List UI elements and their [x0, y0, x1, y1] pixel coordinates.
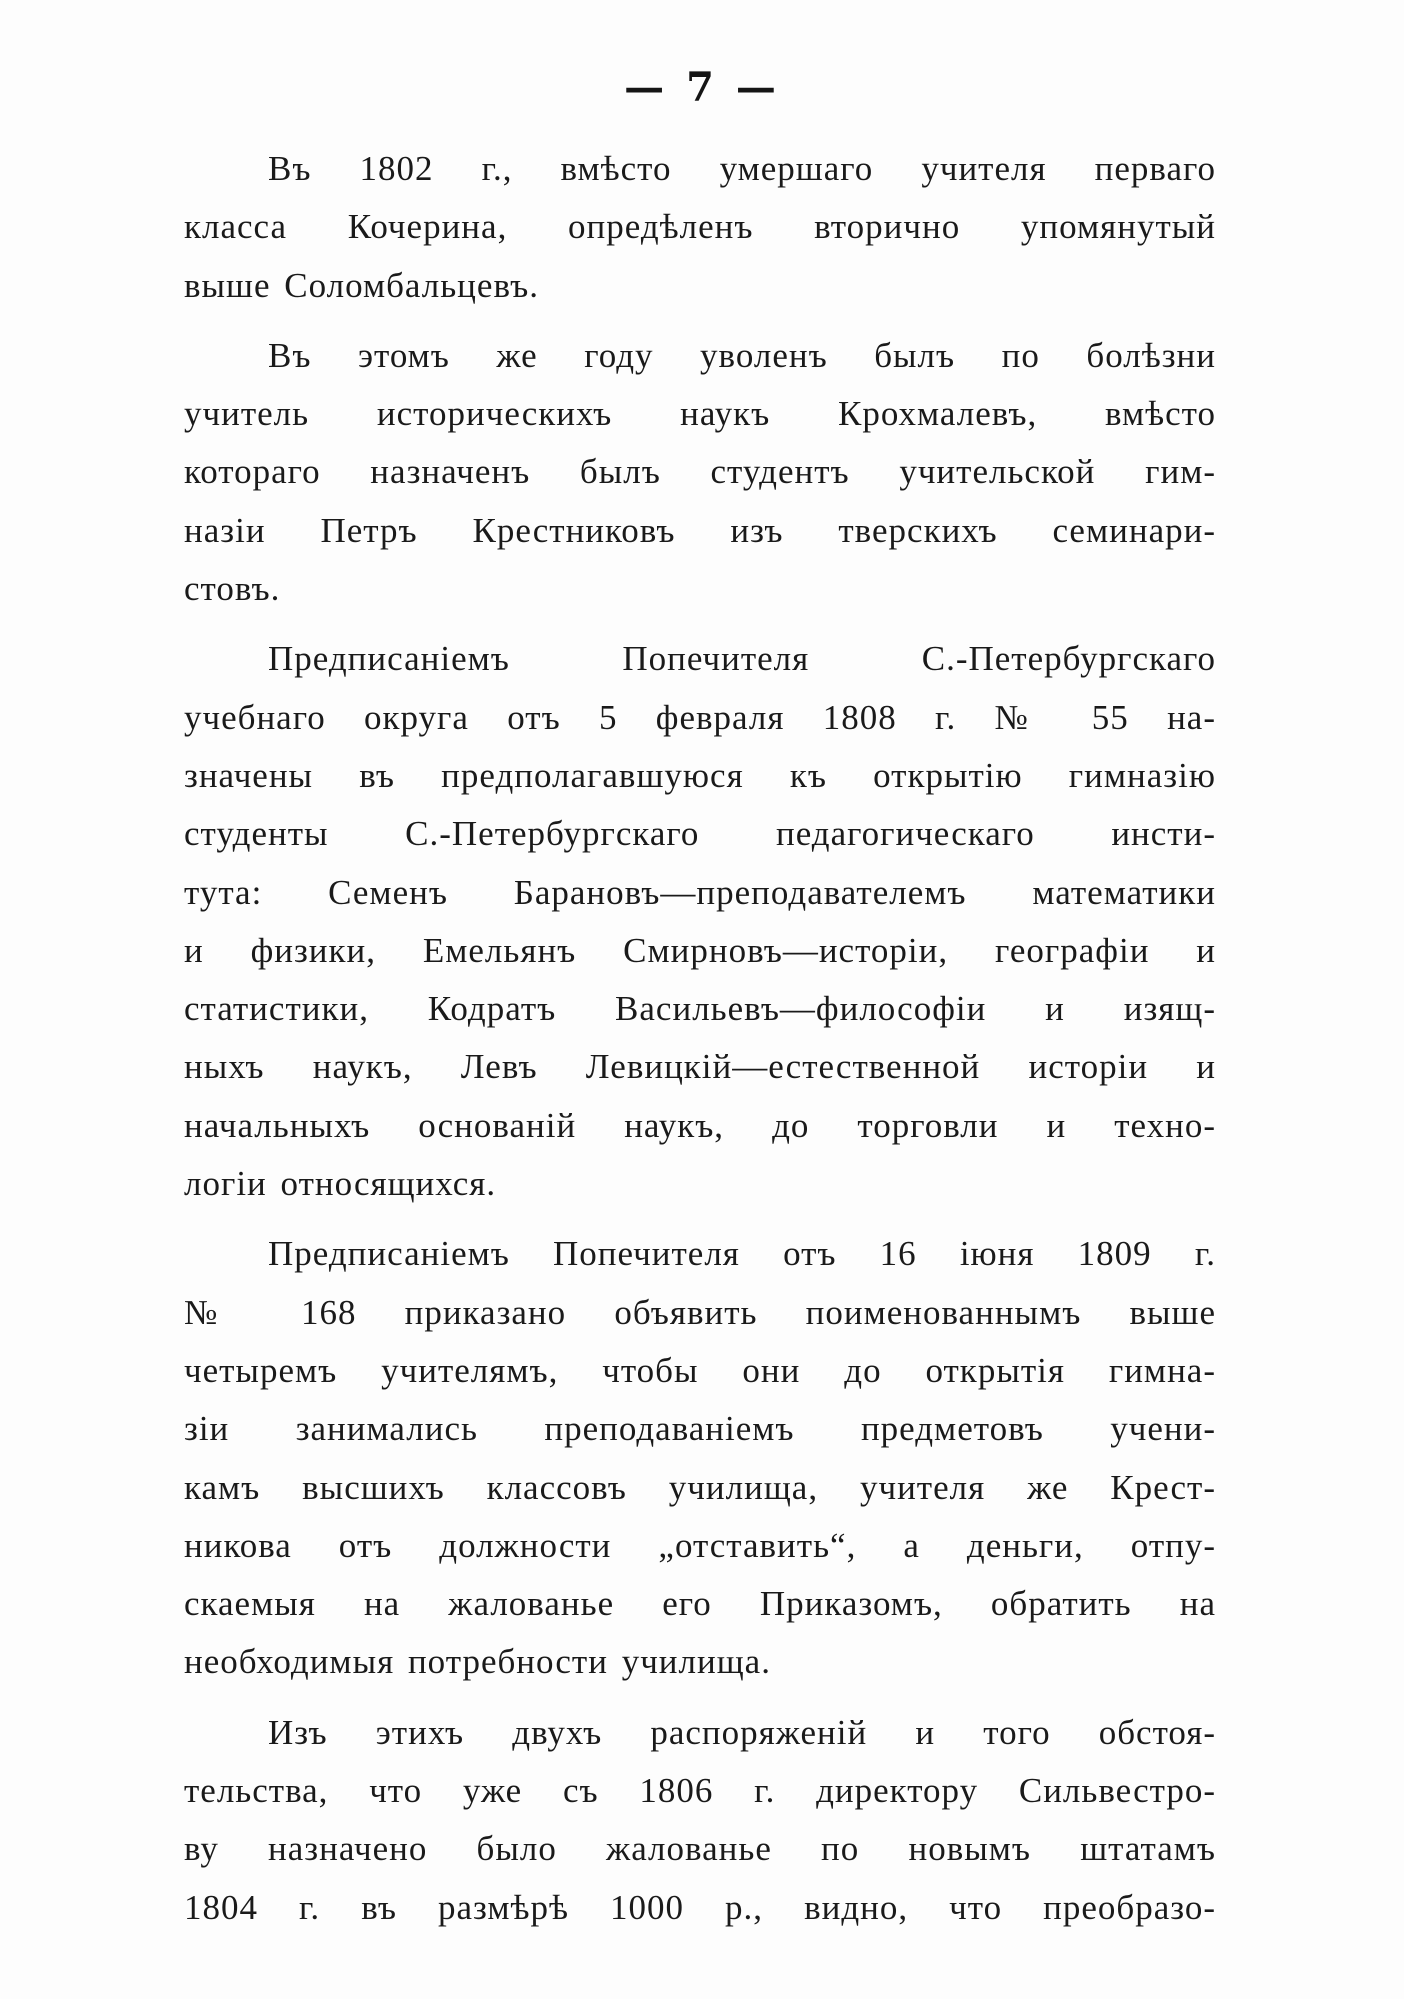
text-line: зіи занимались преподаваніемъ предметовъ учени- — [184, 1409, 1216, 1449]
text-line: студенты С.-Петербургскаго педагогическаго инсти- — [184, 814, 1216, 854]
text-line: логіи относящихся. — [184, 1164, 497, 1204]
text-line: Предписаніемъ Попечителя С.-Петербургскаго — [268, 639, 1216, 679]
paragraph-3 — [184, 630, 1216, 1213]
text-line: начальныхъ основаній наукъ, до торговли и техно- — [184, 1105, 1216, 1145]
text-line: и физики, Емельянъ Смирновъ—исторіи, географіи и — [184, 930, 1216, 970]
text-line: никова отъ должности „отставить“, а деньги, отпу- — [184, 1525, 1216, 1565]
text-line: необходимыя потребности училища. — [184, 1642, 771, 1682]
text-line: класса Кочерина, опредѣленъ вторично упомянутый — [184, 207, 1216, 247]
text-line: стовъ. — [184, 569, 281, 609]
text-line: Изъ этихъ двухъ распоряженій и того обстоя- — [268, 1712, 1216, 1752]
text-line: Въ 1802 г., вмѣсто умершаго учителя перваго — [268, 149, 1216, 188]
text-line: тута: Семенъ Барановъ—преподавателемъ математики — [184, 872, 1216, 912]
text-line: четыремъ учителямъ, чтобы они до открытія гимна- — [184, 1350, 1216, 1390]
text-line: значены въ предполагавшуюся къ открытію гимназію — [184, 755, 1216, 795]
text-line: статистики, Кодратъ Васильевъ—философіи и изящ- — [184, 989, 1216, 1029]
paragraph-4 — [184, 1225, 1216, 1691]
text-line: выше Соломбальцевъ. — [184, 265, 539, 305]
text-line: Въ этомъ же году уволенъ былъ по болѣзни — [268, 335, 1216, 375]
text-line: Предписаніемъ Попечителя отъ 16 іюня 1809 г. — [268, 1234, 1216, 1274]
text-line: ву назначено было жалованье по новымъ штатамъ — [184, 1829, 1216, 1869]
text-line: назіи Петръ Крестниковъ изъ тверскихъ семинари- — [184, 510, 1216, 550]
page-number: — 7 — — [624, 64, 780, 111]
paragraph-5 — [184, 1704, 1216, 1937]
text-line: ныхъ наукъ, Левъ Левицкій—естественной исторіи и — [184, 1047, 1216, 1087]
text-line: 1804 г. въ размѣрѣ 1000 р., видно, что преобразо- — [184, 1887, 1216, 1927]
text-line: учитель историческихъ наукъ Крохмалевъ, вмѣсто — [184, 394, 1216, 434]
text-line: № 168 приказано объявить поименованнымъ выше — [184, 1292, 1216, 1332]
text-line: учебнаго округа отъ 5 февраля 1808 г. № 55 на- — [184, 697, 1216, 737]
text-line: тельства, что уже съ 1806 г. директору Сильвестро- — [184, 1771, 1216, 1811]
paragraph-2 — [184, 327, 1216, 618]
text-line: камъ высшихъ классовъ училища, учителя же Крест- — [184, 1467, 1216, 1507]
body-text — [184, 140, 1216, 1949]
paragraph-1 — [184, 140, 1216, 315]
text-line: скаемыя на жалованье его Приказомъ, обратить на — [184, 1584, 1216, 1624]
text-line: котораго назначенъ былъ студентъ учительской гим- — [184, 452, 1216, 492]
